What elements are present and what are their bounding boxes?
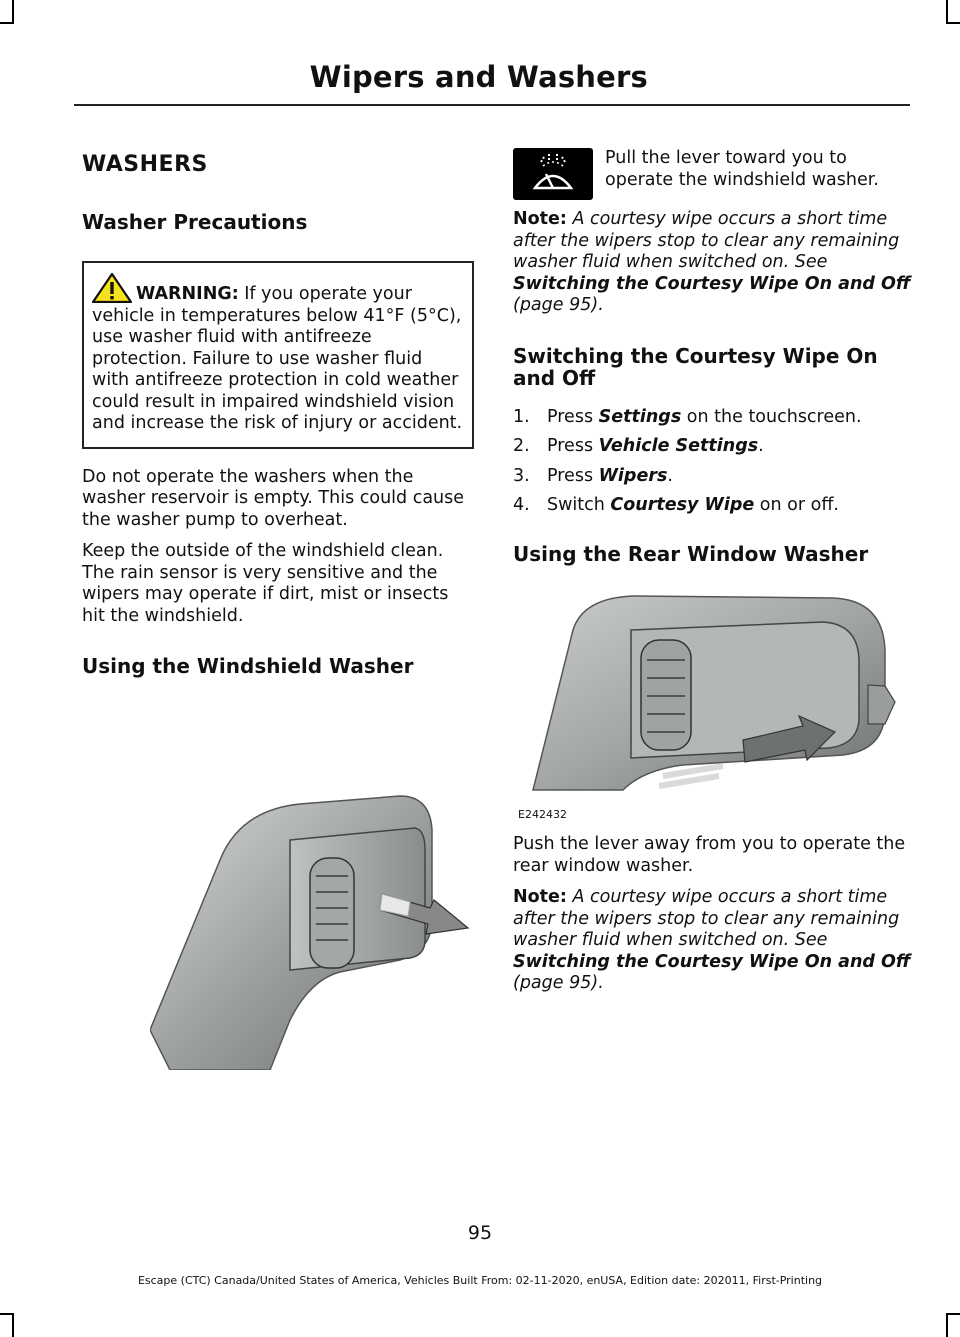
crop-mark xyxy=(946,1313,960,1315)
right-column xyxy=(513,148,913,565)
note-courtesy-wipe-2 xyxy=(513,887,913,995)
note-text: A courtesy wipe occurs a short time after the wipers stop to clear any remaining washer fluid when switched on. See xyxy=(513,209,900,272)
warning-box xyxy=(82,261,474,449)
list-item: 4. Switch Courtesy Wipe on or off. xyxy=(513,495,839,515)
crop-mark xyxy=(12,0,14,24)
left-column xyxy=(82,148,474,677)
list-item: 1. Press Settings on the touchscreen. xyxy=(513,406,862,427)
crop-mark xyxy=(946,22,960,24)
paragraph-rain-sensor: Keep the outside of the windshield clean. The rain sensor is very sensitive and the wipers may operate if dirt, mist or insects hit the windshield. xyxy=(82,541,449,626)
page-header-title: Wipers and Washers xyxy=(309,60,648,94)
push-instruction: Push the lever away from you to operate the rear window washer. xyxy=(513,834,906,876)
note-page-ref: (page 95). xyxy=(513,973,604,993)
figure-code: E242432 xyxy=(518,808,567,821)
page-number: 95 xyxy=(467,1222,493,1244)
subsection-washer-precautions: Washer Precautions xyxy=(82,210,308,234)
rear-window-washer-illustration xyxy=(513,590,913,805)
warning-text: If you operate your vehicle in temperatures below 41°F (5°C), use washer fluid with antifreeze protection. Failure to use washer fluid with antifreeze protection in cold weather could result in impaired windshield vision and increase the risk of injury or accident. xyxy=(92,284,463,433)
steps-list xyxy=(513,407,913,517)
windshield-washer-illustration xyxy=(150,790,480,1070)
note-label: Note: xyxy=(513,209,567,229)
subsection-rear-washer: Using the Rear Window Washer xyxy=(513,541,869,566)
crop-mark xyxy=(0,22,14,24)
right-column-lower xyxy=(513,834,913,995)
courtesy-wipe-link[interactable]: Switching the Courtesy Wipe On and Off xyxy=(513,273,911,294)
warning-label: WARNING: xyxy=(136,284,239,304)
crop-mark xyxy=(946,1313,948,1337)
subsection-courtesy-wipe: Switching the Courtesy Wipe On and Off xyxy=(513,343,878,390)
note-page-ref: (page 95). xyxy=(513,295,604,315)
subsection-windshield-washer: Using the Windshield Washer xyxy=(82,654,414,678)
crop-mark xyxy=(946,0,948,24)
section-title: WASHERS xyxy=(82,152,208,177)
pull-instruction: Pull the lever toward you to operate the windshield washer. xyxy=(605,148,879,190)
crop-mark xyxy=(12,1313,14,1337)
header-divider xyxy=(74,104,910,106)
crop-mark xyxy=(0,1313,14,1315)
footer-text: Escape (CTC) Canada/United States of America, Vehicles Built From: 02-11-2020, enUSA, Edition date: 202011, First-Printing xyxy=(137,1274,823,1287)
paragraph-reservoir: Do not operate the washers when the washer reservoir is empty. This could cause the washer pump to overheat. xyxy=(82,466,465,530)
note-text: A courtesy wipe occurs a short time after the wipers stop to clear any remaining washer fluid when switched on. See xyxy=(513,887,900,950)
warning-paragraph xyxy=(92,273,464,435)
warning-triangle-icon xyxy=(92,273,132,303)
note-courtesy-wipe-1 xyxy=(513,209,913,317)
list-item: 2. Press Vehicle Settings. xyxy=(513,436,764,456)
note-label: Note: xyxy=(513,887,567,907)
courtesy-wipe-link[interactable]: Switching the Courtesy Wipe On and Off xyxy=(513,951,911,972)
list-item: 3. Press Wipers. xyxy=(513,465,673,486)
